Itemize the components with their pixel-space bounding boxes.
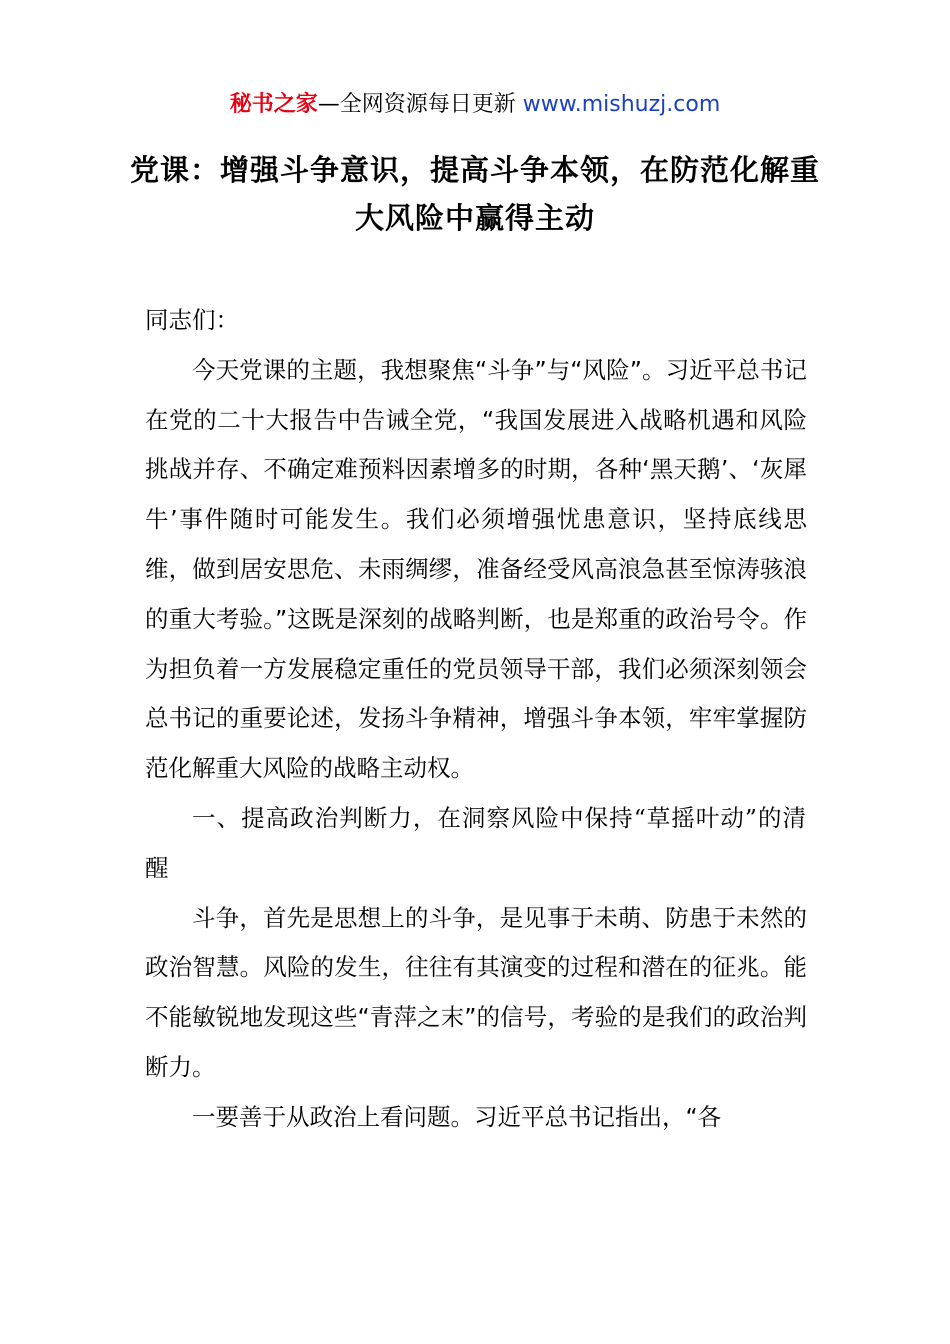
body-paragraph: 斗争，首先是思想上的斗争，是见事于未萌、防患于未然的政治智慧。风险的发生，往往有其演变的过程和潜在的征兆。能不能敏锐地发现这些“青萍之末”的信号，考验的是我们的政治判断力。: [145, 903, 807, 1081]
site-header: [0, 88, 950, 122]
site-url-link[interactable]: www.mishuzj.com: [522, 92, 721, 117]
salutation: 同志们：: [145, 306, 239, 334]
document-title: 党课：增强斗争意识，提高斗争本领，在防范化解重大风险中赢得主动: [129, 153, 820, 235]
document-body: [145, 296, 807, 1143]
body-paragraph: 今天党课的主题，我想聚焦“斗争”与“风险”。习近平总书记在党的二十大报告中告诫全党，“我国发展进入战略机遇和风险挑战并存、不确定难预料因素增多的时期，各种‘黑天鹅’、‘灰犀牛’事件随时可能发生。我们必须增强忧患意识，坚持底线思维，做到居安思危、未雨绸缪，准备经受风高浪急甚至惊涛骇浪的重大考验。”这既是深刻的战略判断，也是郑重的政治号令。作为担负着一方发展稳定重任的党员领导干部，我们必须深刻领会总书记的重要论述，发扬斗争精神，增强斗争本领，牢牢掌握防范化解重大风险的战略主动权。: [145, 355, 807, 783]
body-paragraph: 一要善于从政治上看问题。习近平总书记指出，“各: [192, 1102, 722, 1131]
section-heading: 一、提高政治判断力，在洞察风险中保持“草摇叶动”的清醒: [145, 803, 807, 882]
header-tagline: —全网资源每日更新: [317, 92, 523, 117]
brand-name: 秘书之家: [229, 92, 318, 117]
